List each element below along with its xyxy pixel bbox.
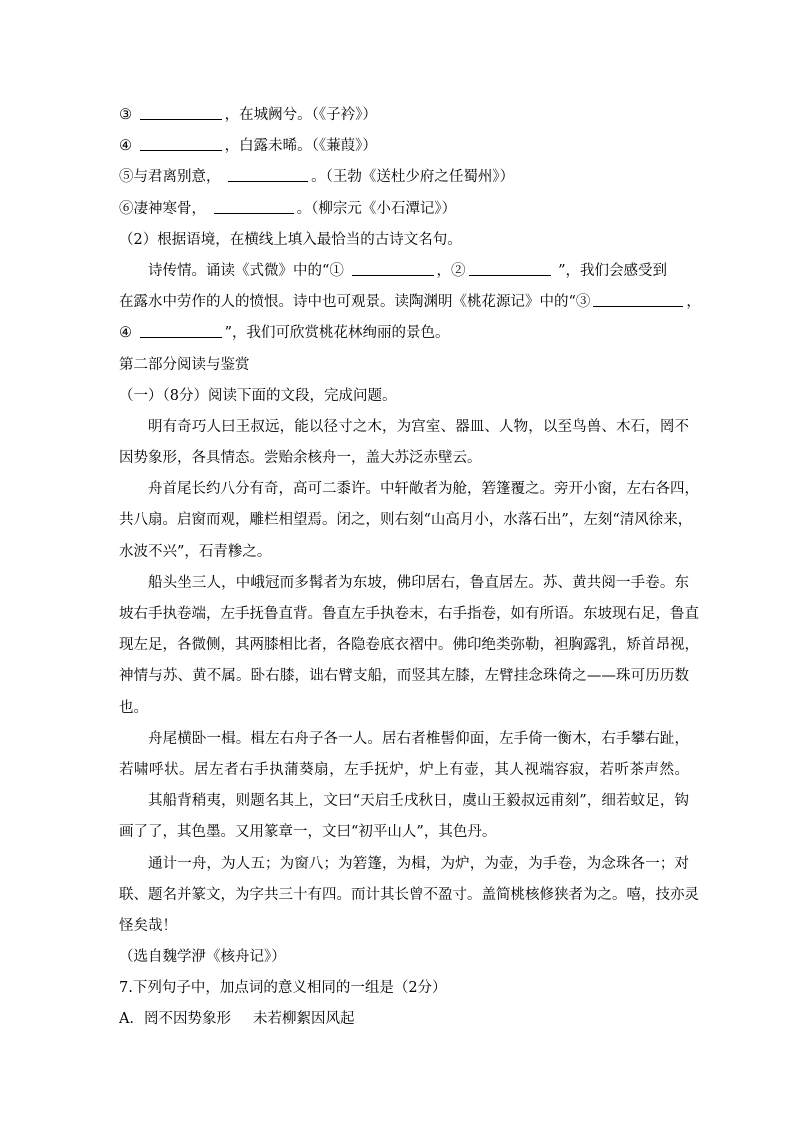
question-text: ， — [686, 294, 701, 311]
document-content — [119, 100, 701, 1036]
question-2-line-3 — [119, 318, 689, 349]
fill-item-6 — [119, 194, 689, 225]
passage — [119, 412, 699, 942]
question-2-line-2 — [119, 287, 701, 318]
passage-line: 舟尾横卧一楫。楫左右舟子各一人。居右者椎髻仰面，左手倚一衡木，右手攀右趾， — [148, 730, 689, 747]
answer-blank[interactable] — [140, 132, 222, 151]
item-text: ⑤与君离别意， — [119, 169, 221, 186]
option-a-text-2: 未若柳絮因风起 — [252, 1011, 355, 1028]
question-text: ④ — [119, 325, 132, 342]
question-text: ，② — [436, 262, 466, 279]
question-text: ”，我们会感受到 — [558, 262, 668, 279]
section-1-title: （一）（8分）阅读下面的文段，完成问题。 — [119, 387, 397, 404]
fill-item-4 — [119, 131, 689, 162]
passage-line: 联、题名并篆文，为字共三十有四。而计其长曾不盈寸。盖简桃核修狭者为之。嘻，技亦灵 — [119, 886, 699, 903]
fill-item-5 — [119, 162, 689, 193]
passage-line: 因势象形，各具情态。尝贻余核舟一，盖大苏泛赤壁云。 — [119, 450, 482, 467]
question-text: 诗传情。诵读《式微》中的“① — [148, 262, 344, 279]
question-text: ”，我们可欣赏桃花林绚丽的景色。 — [224, 325, 450, 342]
answer-blank[interactable] — [228, 163, 308, 182]
answer-blank[interactable] — [214, 195, 294, 214]
passage-line: 坡右手执卷端，左手抚鲁直背。鲁直左手执卷末，右手指卷，如有所语。东坡现右足，鲁直 — [119, 606, 699, 622]
passage-line: 也。 — [119, 699, 148, 716]
passage-line: 画了了，其色墨。又用篆章一，文曰“初平山人”，其色丹。 — [119, 824, 497, 841]
fill-item-3 — [119, 100, 689, 131]
answer-blank[interactable] — [140, 319, 222, 338]
passage-line: 现左足，各微侧，其两膝相比者，各隐卷底衣褶中。佛印绝类弥勒，袒胸露乳，矫首昂视， — [119, 637, 699, 654]
question-7-option-a[interactable] — [119, 1004, 689, 1035]
part-2-title: 第二部分阅读与鉴赏 — [119, 356, 250, 373]
option-a-text: A．罔不因势象形 — [119, 1011, 231, 1028]
passage-line: 船头坐三人，中峨冠而多髯者为东坡，佛印居右，鲁直居左。苏、黄共阅一手卷。东 — [148, 574, 689, 591]
passage-line: 通计一舟，为人五；为窗八；为箬篷，为楫，为炉，为壶，为手卷，为念珠各一；对 — [148, 855, 689, 872]
question-2-line-1 — [119, 256, 689, 287]
answer-blank[interactable] — [469, 257, 551, 276]
answer-blank[interactable] — [593, 288, 683, 307]
passage-line: 神情与苏、黄不属。卧右膝，诎右臂支船，而竖其左膝，左臂挂念珠倚之——珠可历历数 — [119, 668, 689, 685]
item-text: 。（王勃《送杜少府之任蜀州》） — [311, 169, 515, 186]
passage-line: 明有奇巧人曰王叔远，能以径寸之木，为宫室、器皿、人物，以至鸟兽、木石，罔不 — [148, 418, 689, 435]
passage-line: 若啸呼状。居左者右手执蒲葵扇，左手抚炉，炉上有壶，其人视端容寂，若听茶声然。 — [119, 761, 689, 778]
passage-line: 舟首尾长约八分有奇，高可二黍许。中轩敞者为舱，箬篷覆之。旁开小窗，左右各四， — [148, 481, 699, 498]
question-2-title: （2）根据语境，在横线上填入最恰当的古诗文名句。 — [119, 231, 462, 248]
passage-line: 其船背稍夷，则题名其上，文曰“天启壬戌秋日，虞山王毅叔远甫刻”，细若蚊足，钩 — [148, 793, 689, 810]
question-7-stem: 7.下列句子中，加点词的意义相同的一组是（2分） — [119, 980, 447, 997]
item-number: ④ — [119, 138, 132, 155]
passage-line: 怪矣哉！ — [119, 917, 177, 934]
answer-blank[interactable] — [140, 101, 222, 120]
item-number: ③ — [119, 107, 132, 123]
passage-line: 水波不兴”，石青糁之。 — [119, 543, 272, 560]
passage-line: 共八扇。启窗而观，雕栏相望焉。闭之，则右刻“山高月小，水落石出”，左刻“清风徐来， — [119, 512, 693, 529]
item-text: ，在城阙兮。（《子衿》） — [224, 107, 377, 123]
item-text: 。（柳宗元《小石潭记》） — [296, 200, 457, 217]
item-text: ⑥凄神寒骨， — [119, 200, 206, 217]
answer-blank[interactable] — [352, 257, 434, 276]
passage-source: （选自魏学洢《核舟记》） — [119, 949, 286, 966]
item-text: ，白露未晞。（《蒹葭》） — [224, 138, 377, 155]
question-text: 在露水中劳作的人的愤恨。诗中也可观景。读陶渊明《桃花源记》中的“③ — [119, 294, 591, 311]
